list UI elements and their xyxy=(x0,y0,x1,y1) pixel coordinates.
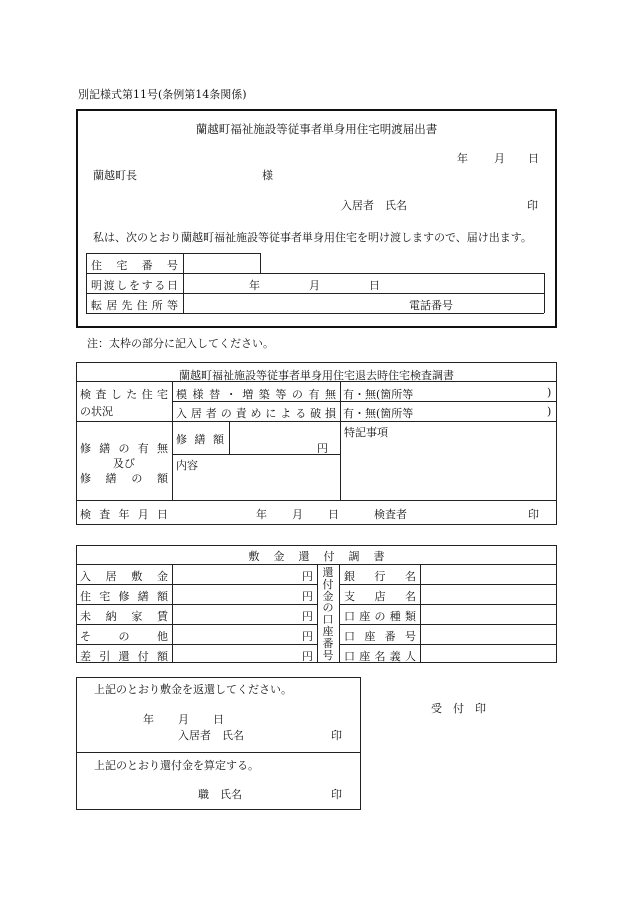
deposit-row-yen: 円 xyxy=(302,650,313,663)
inspection-month: 月 xyxy=(292,508,303,521)
seal-mark: 印 xyxy=(527,199,538,212)
request-text: 上記のとおり敷金を返還してください。 xyxy=(94,683,292,696)
inspection-year: 年 xyxy=(256,508,267,521)
vacate-year: 年 xyxy=(249,279,260,292)
notice-title: 蘭越町福祉施設等従事者単身用住宅明渡届出書 xyxy=(195,122,438,136)
request-seal: 印 xyxy=(331,729,342,742)
contents-label: 内容 xyxy=(176,459,198,472)
inspection-title: 蘭越町福祉施設等従事者単身用住宅退去時住宅検査調書 xyxy=(179,369,454,382)
account-number-label: 口座番号 xyxy=(344,630,416,643)
alteration-label: 模様替・増築等の有無 xyxy=(176,388,336,401)
alteration-value: 有・無(箇所等 xyxy=(343,388,414,401)
vacate-notice-box xyxy=(76,109,557,328)
request-month: 月 xyxy=(178,713,189,726)
repair-label: 修繕の有無 xyxy=(80,442,168,455)
phone-label: 電話番号 xyxy=(409,299,453,312)
notice-date-year: 年 xyxy=(457,152,468,165)
repair-yen: 円 xyxy=(317,442,328,455)
repair-amount-row-label: 修繕の額 xyxy=(80,472,168,485)
form-number: 別記様式第11号(条例第14条関係) xyxy=(78,88,247,101)
deposit-row-label: 未納家賃 xyxy=(80,610,168,623)
alteration-close: ) xyxy=(547,386,552,399)
deposit-row-yen: 円 xyxy=(302,570,313,583)
inspection-day: 日 xyxy=(328,508,339,521)
bank-name-label: 銀行名 xyxy=(344,570,416,583)
inspector-label: 検査者 xyxy=(374,508,407,521)
inspected-status-label: 検査した住宅 xyxy=(80,388,168,401)
staff-label: 職 氏名 xyxy=(198,788,242,801)
vacate-date-label: 明渡しをする日 xyxy=(91,279,178,292)
house-number-label: 住宅番号 xyxy=(91,259,178,272)
notice-date-day: 日 xyxy=(528,152,539,165)
deposit-row-yen: 円 xyxy=(302,590,313,603)
resident-name-label: 入居者 氏名 xyxy=(341,199,407,212)
request-day: 日 xyxy=(213,713,224,726)
notice-body-text: 私は、次のとおり蘭越町福祉施設等従事者単身用住宅を明け渡しますので、届け出ます。 xyxy=(93,231,532,244)
vacate-day: 日 xyxy=(369,279,380,292)
damage-close: ) xyxy=(547,405,552,418)
addressee: 蘭越町長 xyxy=(93,169,137,182)
fill-note: 注：太枠の部分に記入してください。 xyxy=(87,337,274,350)
repair-amount-label: 修繕額 xyxy=(176,433,224,446)
deposit-row-label: 差引還付額 xyxy=(80,650,168,663)
honorific: 様 xyxy=(262,169,273,182)
receipt-stamp-label: 受 付 印 xyxy=(431,702,486,715)
inspection-date-label: 検査年月日 xyxy=(80,508,168,521)
staff-seal: 印 xyxy=(331,788,342,801)
notice-date-month: 月 xyxy=(494,152,505,165)
deposit-row-yen: 円 xyxy=(302,610,313,623)
repair-label-and: 及び xyxy=(113,457,135,470)
inspector-seal: 印 xyxy=(528,508,539,521)
account-holder-label: 口座名義人 xyxy=(344,650,416,663)
damage-label: 入居者の責めによる破損 xyxy=(176,407,336,420)
account-type-label: 口座の種類 xyxy=(344,610,416,623)
request-resident-label: 入居者 氏名 xyxy=(178,729,244,742)
vacate-month: 月 xyxy=(309,279,320,292)
inspected-status-label-2: の状況 xyxy=(80,405,113,418)
new-address-label: 転居先住所等 xyxy=(91,299,178,312)
deposit-title: 敷金還付調書 xyxy=(248,550,399,563)
refund-account-vertical-label: 還付金の口座番号 xyxy=(322,566,334,662)
deposit-row-label: 入居敷金 xyxy=(80,570,168,583)
calc-text: 上記のとおり還付金を算定する。 xyxy=(94,759,259,772)
damage-value: 有・無(箇所等 xyxy=(343,407,414,420)
deposit-row-label: 住宅修繕額 xyxy=(80,590,168,603)
special-notes-label: 特記事項 xyxy=(344,426,388,439)
deposit-row-label: その他 xyxy=(80,630,168,643)
request-year: 年 xyxy=(143,713,154,726)
deposit-row-yen: 円 xyxy=(302,630,313,643)
branch-name-label: 支店名 xyxy=(344,590,416,603)
